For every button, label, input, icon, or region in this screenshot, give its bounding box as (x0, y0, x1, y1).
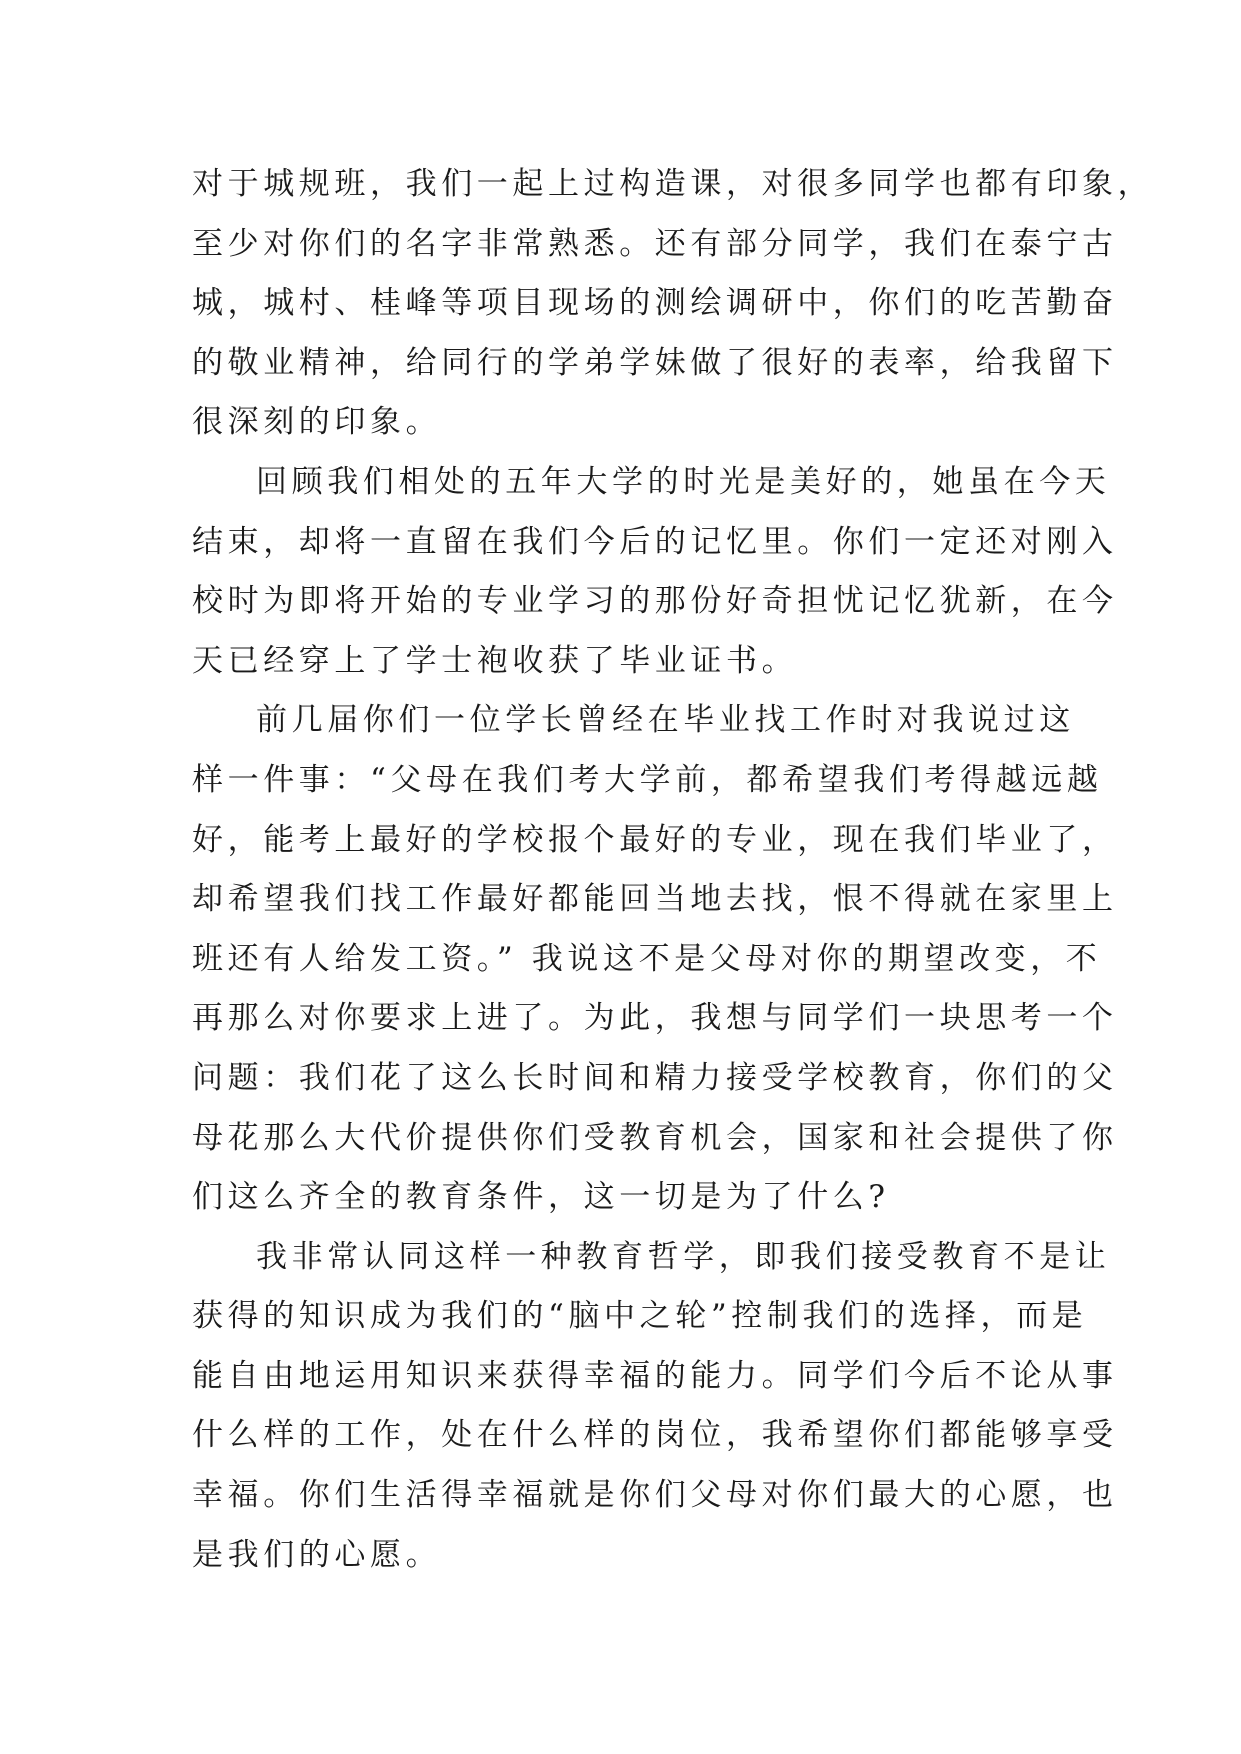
text-line: 好，能考上最好的学校报个最好的专业，现在我们毕业了， (192, 821, 1118, 858)
body-text (192, 155, 1154, 1585)
paragraph-start-line: 前几届你们一位学长曾经在毕业找工作时对我说过这 (256, 702, 1075, 739)
text-line: 的敬业精神，给同行的学弟学妹做了很好的表率，给我留下 (192, 344, 1118, 381)
text-line: 幸福。你们生活得幸福就是你们父母对你们最大的心愿，也 (192, 1477, 1118, 1514)
text-line: 问题：我们花了这么长时间和精力接受学校教育，你们的父 (192, 1059, 1118, 1096)
text-line: 对于城规班，我们一起上过构造课，对很多同学也都有印象， (192, 166, 1154, 202)
text-line: 却希望我们找工作最好都能回当地去找，恨不得就在家里上 (192, 881, 1118, 918)
paragraph-start-line: 回顾我们相处的五年大学的时光是美好的，她虽在今天 (256, 463, 1111, 500)
text-line: 能自由地运用知识来获得幸福的能力。同学们今后不论从事 (192, 1357, 1118, 1394)
text-line: 再那么对你要求上进了。为此，我想与同学们一块思考一个 (192, 1000, 1118, 1037)
paragraph-start-line: 我非常认同这样一种教育哲学，即我们接受教育不是让 (256, 1238, 1111, 1275)
text-line: 获得的知识成为我们的“脑中之轮”控制我们的选择，而是 (192, 1298, 1088, 1335)
text-line: 很深刻的印象。 (192, 404, 442, 441)
text-line: 们这么齐全的教育条件，这一切是为了什么? (192, 1179, 890, 1216)
text-line: 校时为即将开始的专业学习的那份好奇担忧记忆犹新，在今 (192, 583, 1118, 620)
text-line: 至少对你们的名字非常熟悉。还有部分同学，我们在泰宁古 (192, 225, 1118, 262)
text-line: 样一件事：“父母在我们考大学前，都希望我们考得越远越 (192, 761, 1103, 798)
text-line: 天已经穿上了学士袍收获了毕业证书。 (192, 642, 798, 679)
text-line: 结束，却将一直留在我们今后的记忆里。你们一定还对刚入 (192, 523, 1118, 560)
text-line: 母花那么大代价提供你们受教育机会，国家和社会提供了你 (192, 1119, 1118, 1156)
text-line: 是我们的心愿。 (192, 1536, 442, 1573)
text-line: 班还有人给发工资。” 我说这不是父母对你的期望改变，不 (192, 940, 1102, 977)
text-line: 城，城村、桂峰等项目现场的测绘调研中，你们的吃苦勤奋 (192, 285, 1118, 322)
text-line: 什么样的工作，处在什么样的岗位，我希望你们都能够享受 (192, 1417, 1118, 1454)
